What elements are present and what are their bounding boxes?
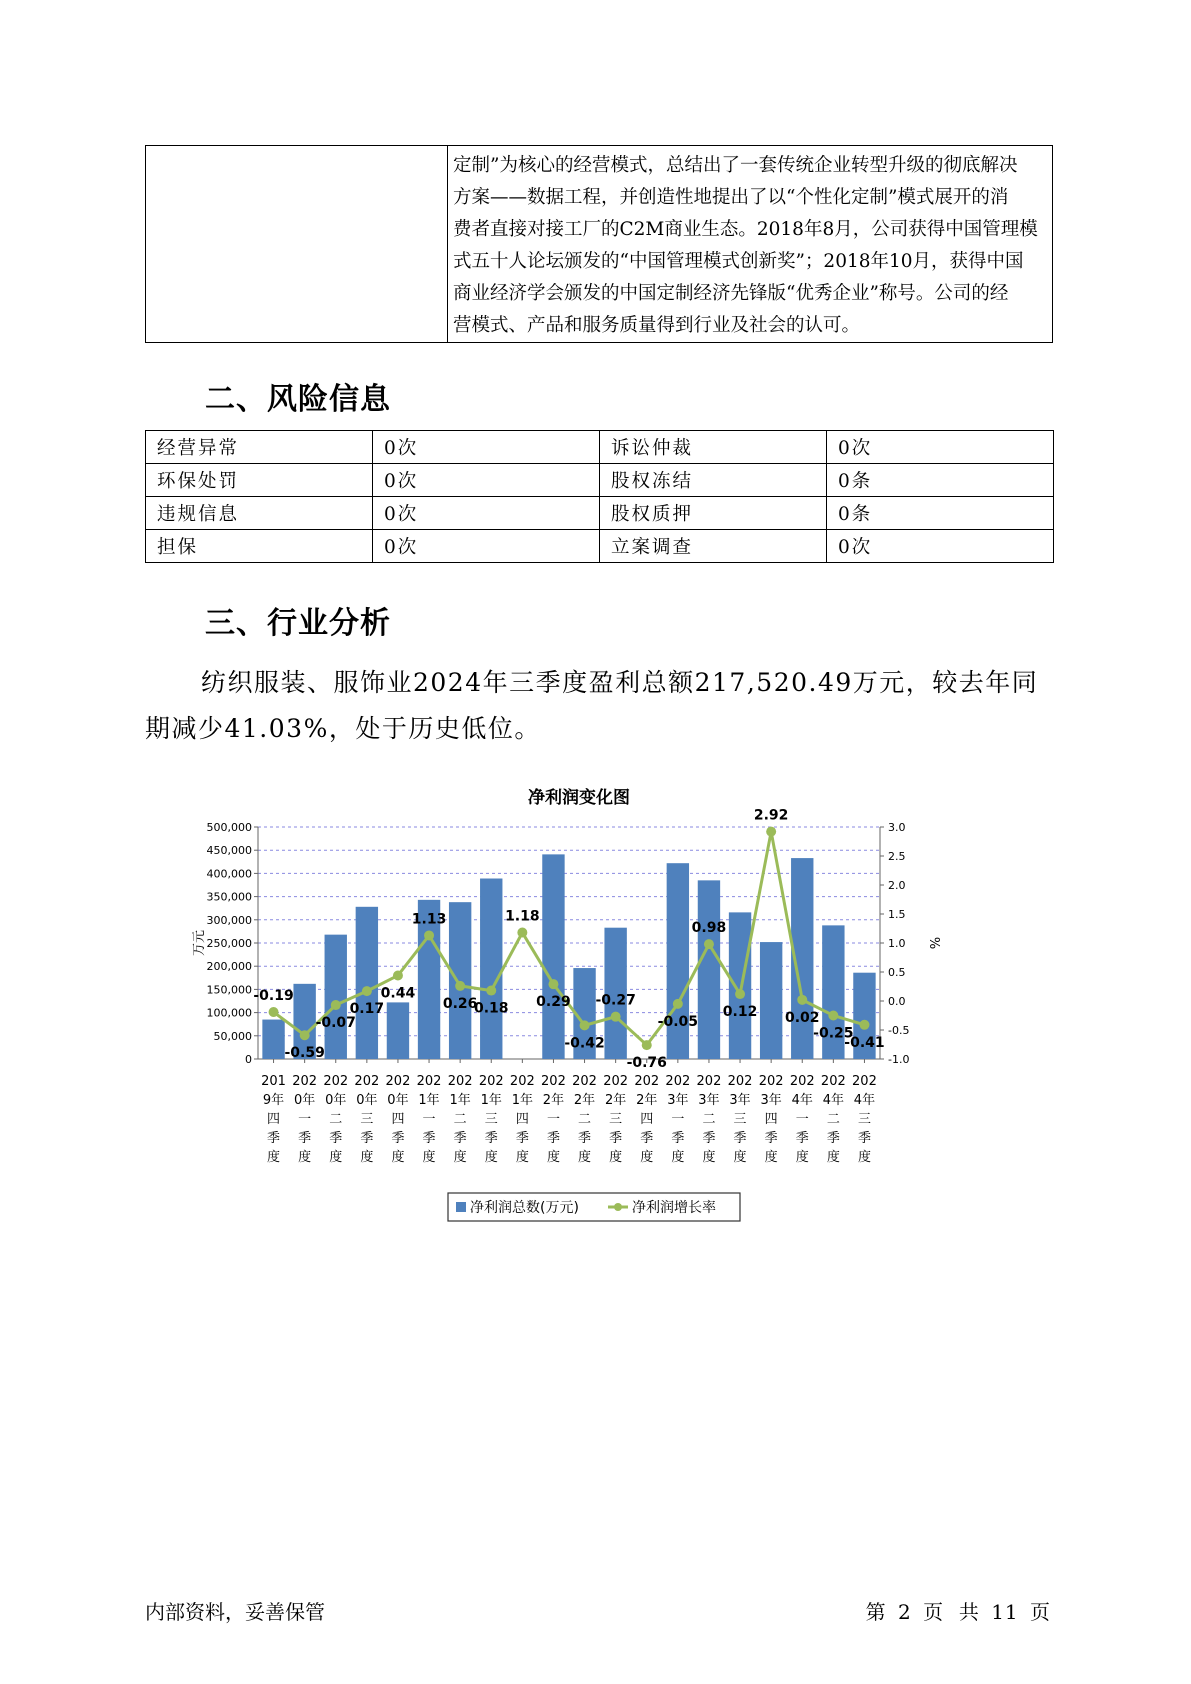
- x-tick-label: 度: [764, 1150, 778, 1165]
- data-label: 1.18: [505, 908, 540, 925]
- x-tick-label: 202: [323, 1074, 349, 1089]
- y-tick-label: 450,000: [206, 844, 252, 858]
- x-tick-label: 202: [541, 1074, 566, 1089]
- y-tick-label: 0: [245, 1053, 252, 1066]
- risk-section-title: 二、风险信息: [205, 382, 391, 417]
- x-tick-label: 季: [733, 1131, 747, 1146]
- x-tick-label: 四: [640, 1112, 654, 1127]
- x-tick-label: 季: [826, 1131, 840, 1146]
- y-tick-label: 300,000: [206, 913, 252, 927]
- x-tick-label: 202: [416, 1074, 442, 1089]
- data-label: -0.25: [813, 1025, 854, 1042]
- intro-table: [145, 145, 1053, 343]
- y2-tick-label: 3.0: [888, 821, 906, 834]
- x-tick-label: 二: [329, 1112, 343, 1127]
- x-tick-label: 202: [509, 1074, 535, 1089]
- y2-tick-label: 1.5: [888, 908, 906, 921]
- intro-line: 式五十人论坛颁发的“中国管理模式创新奖”；2018年10月，获得中国: [453, 251, 1024, 272]
- x-tick-label: 1年: [480, 1093, 502, 1108]
- x-tick-label: 季: [484, 1131, 498, 1146]
- y2-tick-label: -1.0: [888, 1053, 910, 1066]
- bar: [449, 902, 471, 1059]
- x-tick-label: 度: [795, 1150, 809, 1165]
- risk-value: 0次: [827, 431, 1054, 464]
- x-tick-label: 季: [609, 1131, 623, 1146]
- line-point: [797, 995, 807, 1005]
- intro-line: 费者直接对接工厂的C2M商业生态。2018年8月，公司获得中国管理模: [453, 219, 1038, 240]
- table-row: [146, 530, 1054, 563]
- bar: [387, 1002, 409, 1059]
- intro-line: 商业经济学会颁发的中国定制经济先锋版“优秀企业”称号。公司的经: [453, 283, 1009, 304]
- legend-bar-label: 净利润总数(万元): [470, 1200, 579, 1216]
- data-label: -0.76: [626, 1055, 667, 1072]
- intro-left-cell: [146, 146, 448, 343]
- x-tick-label: 季: [702, 1131, 716, 1146]
- x-tick-label: 度: [360, 1150, 374, 1165]
- x-tick-label: 三: [733, 1112, 747, 1127]
- line-point: [766, 827, 776, 837]
- x-tick-label: 202: [758, 1074, 784, 1089]
- y2-axis-label: %: [926, 936, 941, 950]
- x-tick-label: 度: [609, 1150, 623, 1165]
- x-tick-label: 度: [422, 1150, 436, 1165]
- x-tick-label: 季: [764, 1131, 778, 1146]
- y-tick-label: 500,000: [206, 821, 252, 834]
- risk-value: 0条: [827, 464, 1054, 497]
- line-point: [362, 986, 372, 996]
- risk-label: 担保: [146, 530, 373, 563]
- data-label: -0.27: [595, 992, 636, 1009]
- x-tick-label: 四: [515, 1112, 529, 1127]
- risk-table: [145, 430, 1054, 563]
- risk-label: 股权质押: [600, 497, 827, 530]
- x-tick-label: 0年: [325, 1093, 347, 1108]
- y2-tick-label: -0.5: [888, 1024, 910, 1037]
- y-tick-label: 350,000: [206, 890, 252, 904]
- x-tick-label: 季: [329, 1131, 343, 1146]
- risk-label: 诉讼仲裁: [600, 431, 827, 464]
- data-label: -0.19: [253, 988, 294, 1005]
- data-label: 0.18: [473, 1000, 509, 1017]
- industry-paragraph: [145, 660, 1053, 752]
- y-tick-label: 200,000: [206, 960, 252, 974]
- bar: [698, 880, 720, 1059]
- x-tick-label: 三: [609, 1112, 623, 1127]
- y2-tick-label: 0.5: [888, 966, 906, 979]
- industry-line-2: 期减少41.03%，处于历史低位。: [145, 714, 541, 743]
- line-point: [331, 1000, 341, 1010]
- x-tick-label: 季: [578, 1131, 592, 1146]
- x-tick-label: 季: [453, 1131, 467, 1146]
- data-label: 0.17: [349, 1001, 385, 1018]
- line-point: [300, 1030, 310, 1040]
- data-label: -0.59: [284, 1045, 325, 1062]
- data-label: -0.05: [657, 1013, 699, 1030]
- x-tick-label: 季: [515, 1131, 529, 1146]
- x-tick-label: 一: [671, 1112, 685, 1127]
- data-label: -0.42: [564, 1035, 605, 1052]
- x-tick-label: 0年: [294, 1093, 316, 1108]
- x-tick-label: 度: [515, 1150, 529, 1165]
- footer-page-suffix: 页: [1030, 1600, 1051, 1624]
- data-label: 1.13: [411, 911, 447, 928]
- risk-label: 违规信息: [146, 497, 373, 530]
- x-tick-label: 三: [857, 1112, 871, 1127]
- line-point: [611, 1012, 621, 1022]
- x-tick-label: 2年: [605, 1093, 627, 1108]
- line-point: [548, 979, 558, 989]
- risk-value: 0次: [373, 431, 600, 464]
- x-tick-label: 度: [578, 1150, 592, 1165]
- legend-bar-swatch: [456, 1202, 466, 1212]
- footer-current-page: 2: [898, 1600, 912, 1624]
- x-tick-label: 二: [453, 1112, 467, 1127]
- line-point: [828, 1011, 838, 1021]
- x-tick-label: 3年: [729, 1093, 751, 1108]
- x-tick-label: 202: [292, 1074, 318, 1089]
- x-tick-label: 季: [546, 1131, 560, 1146]
- x-tick-label: 度: [484, 1150, 498, 1165]
- intro-line: 方案——数据工程，并创造性地提出了以“个性化定制”模式展开的消: [453, 187, 1009, 208]
- bar: [480, 879, 502, 1059]
- x-tick-label: 3年: [667, 1093, 689, 1108]
- industry-line-1: 纺织服装、服饰业2024年三季度盈利总额217,520.49万元，较去年同: [201, 668, 1039, 697]
- x-tick-label: 季: [391, 1131, 405, 1146]
- y-tick-label: 100,000: [206, 1006, 252, 1020]
- x-tick-label: 202: [820, 1074, 846, 1089]
- x-tick-label: 二: [702, 1112, 716, 1127]
- x-tick-label: 4年: [791, 1093, 813, 1108]
- table-row: [146, 497, 1054, 530]
- risk-label: 经营异常: [146, 431, 373, 464]
- x-tick-label: 202: [603, 1074, 629, 1089]
- x-tick-label: 度: [826, 1150, 840, 1165]
- x-tick-label: 2年: [573, 1093, 596, 1108]
- line-point: [269, 1007, 279, 1017]
- data-label: 0.98: [691, 920, 727, 937]
- x-tick-label: 201: [261, 1074, 286, 1089]
- line-point: [424, 930, 434, 940]
- x-tick-label: 度: [453, 1150, 467, 1165]
- y-tick-label: 150,000: [206, 983, 252, 997]
- x-tick-label: 0年: [387, 1093, 409, 1108]
- intro-right-cell: [448, 146, 1053, 343]
- y-tick-label: 50,000: [213, 1029, 252, 1043]
- x-tick-label: 度: [671, 1150, 685, 1165]
- risk-value: 0次: [373, 497, 600, 530]
- x-tick-label: 202: [447, 1074, 473, 1089]
- x-tick-label: 202: [696, 1074, 722, 1089]
- x-tick-label: 9年: [262, 1093, 285, 1108]
- x-tick-label: 202: [727, 1074, 753, 1089]
- x-tick-label: 季: [795, 1131, 809, 1146]
- net-profit-chart: [190, 775, 950, 1235]
- table-row: [146, 431, 1054, 464]
- x-tick-label: 季: [267, 1131, 281, 1146]
- x-tick-label: 度: [298, 1150, 312, 1165]
- y-axis-label: 万元: [192, 929, 207, 957]
- x-tick-label: 四: [764, 1112, 778, 1127]
- data-label: 0.12: [722, 1004, 758, 1021]
- chart-title: 净利润变化图: [528, 788, 630, 808]
- risk-value: 0条: [827, 497, 1054, 530]
- risk-value: 0次: [373, 464, 600, 497]
- data-label: 2.92: [753, 807, 789, 824]
- data-label: 0.44: [380, 985, 416, 1002]
- x-tick-label: 3年: [698, 1093, 720, 1108]
- x-tick-label: 度: [391, 1150, 405, 1165]
- x-tick-label: 度: [733, 1150, 747, 1165]
- line-point: [642, 1040, 652, 1050]
- x-tick-label: 季: [671, 1131, 685, 1146]
- x-tick-label: 季: [422, 1131, 436, 1146]
- x-tick-label: 一: [298, 1112, 312, 1127]
- line-point: [517, 928, 527, 938]
- y2-tick-label: 2.5: [888, 850, 906, 863]
- x-tick-label: 三: [484, 1112, 498, 1127]
- line-point: [580, 1020, 590, 1030]
- line-point: [704, 939, 714, 949]
- x-tick-label: 4年: [822, 1093, 844, 1108]
- x-tick-label: 3年: [760, 1093, 782, 1108]
- x-tick-label: 度: [546, 1150, 560, 1165]
- data-label: -0.41: [844, 1034, 885, 1051]
- x-tick-label: 2年: [542, 1093, 565, 1108]
- footer-page-number: [864, 1596, 1053, 1625]
- x-tick-label: 一: [546, 1112, 560, 1127]
- risk-label: 环保处罚: [146, 464, 373, 497]
- x-tick-label: 202: [789, 1074, 815, 1089]
- line-point: [486, 986, 496, 996]
- x-tick-label: 二: [826, 1112, 840, 1127]
- bar: [325, 935, 347, 1059]
- bar: [760, 942, 782, 1059]
- footer-confidential: 内部资料，妥善保管: [145, 1600, 325, 1624]
- x-tick-label: 1年: [449, 1093, 471, 1108]
- x-tick-label: 度: [329, 1150, 343, 1165]
- risk-value: 0次: [827, 530, 1054, 563]
- bar: [262, 1020, 284, 1059]
- x-tick-label: 202: [572, 1074, 597, 1089]
- bar: [356, 907, 378, 1059]
- line-point: [455, 981, 465, 991]
- risk-label: 股权冻结: [600, 464, 827, 497]
- x-tick-label: 202: [478, 1074, 504, 1089]
- y-tick-label: 250,000: [206, 937, 252, 950]
- risk-label: 立案调查: [600, 530, 827, 563]
- line-point: [735, 989, 745, 999]
- x-tick-label: 一: [795, 1112, 809, 1127]
- x-tick-label: 4年: [853, 1093, 876, 1108]
- y2-tick-label: 0.0: [888, 995, 906, 1008]
- x-tick-label: 202: [665, 1074, 691, 1089]
- legend-line-marker: [614, 1203, 622, 1211]
- x-tick-label: 一: [422, 1112, 436, 1127]
- risk-value: 0次: [373, 530, 600, 563]
- intro-line: 定制”为核心的经营模式，总结出了一套传统企业转型升级的彻底解决: [453, 155, 1018, 176]
- y2-tick-label: 1.0: [888, 937, 906, 950]
- footer-total-pages: 11: [991, 1600, 1019, 1624]
- bar: [729, 912, 751, 1059]
- x-tick-label: 四: [391, 1112, 405, 1127]
- x-tick-label: 四: [267, 1112, 281, 1127]
- x-tick-label: 季: [360, 1131, 374, 1146]
- data-label: 0.29: [536, 994, 571, 1011]
- x-tick-label: 202: [852, 1074, 877, 1089]
- x-tick-label: 度: [857, 1150, 871, 1165]
- x-tick-label: 度: [267, 1150, 281, 1165]
- x-tick-label: 季: [857, 1131, 871, 1146]
- y-tick-label: 400,000: [206, 867, 252, 881]
- x-tick-label: 202: [354, 1074, 380, 1089]
- x-tick-label: 2年: [636, 1093, 658, 1108]
- y2-tick-label: 2.0: [888, 879, 906, 892]
- industry-section-title: 三、行业分析: [205, 606, 391, 641]
- intro-line: 营模式、产品和服务质量得到行业及社会的认可。: [453, 315, 861, 336]
- table-row: [146, 464, 1054, 497]
- x-tick-label: 季: [298, 1131, 312, 1146]
- bar: [542, 854, 564, 1059]
- x-tick-label: 二: [578, 1112, 592, 1127]
- x-tick-label: 0年: [356, 1093, 378, 1108]
- x-tick-label: 度: [640, 1150, 654, 1165]
- line-point: [673, 999, 683, 1009]
- x-tick-label: 202: [634, 1074, 660, 1089]
- data-label: 0.26: [442, 995, 478, 1012]
- line-point: [859, 1020, 869, 1030]
- footer-page-mid: 页 共: [923, 1600, 980, 1624]
- x-tick-label: 202: [385, 1074, 411, 1089]
- x-tick-label: 度: [702, 1150, 716, 1165]
- intro-text: [448, 146, 1052, 342]
- line-point: [393, 970, 403, 980]
- x-tick-label: 季: [640, 1131, 654, 1146]
- x-tick-label: 1年: [418, 1093, 440, 1108]
- x-tick-label: 三: [360, 1112, 374, 1127]
- legend-line-label: 净利润增长率: [632, 1200, 716, 1216]
- x-tick-label: 1年: [511, 1093, 533, 1108]
- footer-page-prefix: 第: [865, 1600, 887, 1624]
- data-label: -0.07: [315, 1015, 356, 1032]
- data-label: 0.02: [784, 1009, 820, 1026]
